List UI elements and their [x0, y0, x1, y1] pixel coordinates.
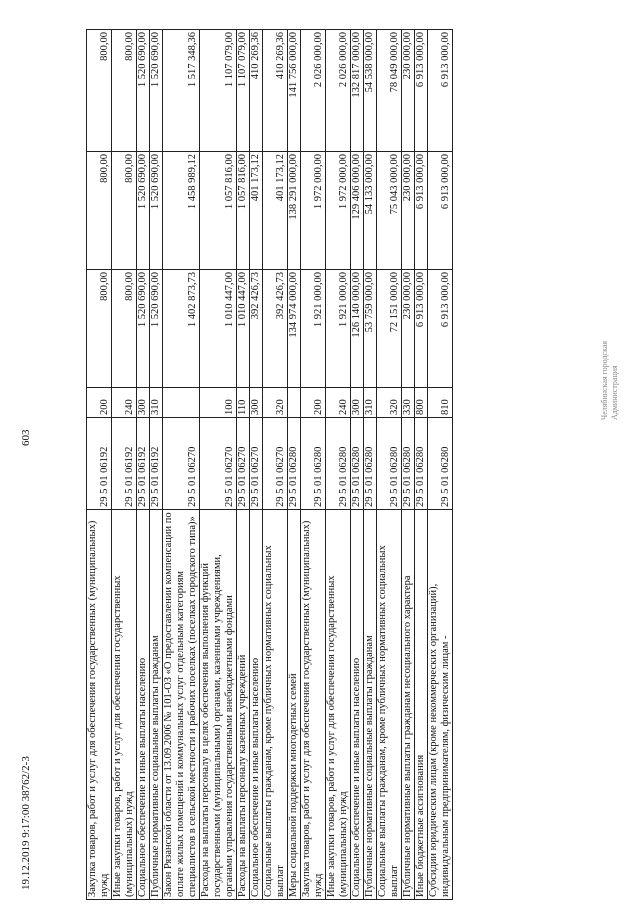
stamp-line: Челябинская городская	[600, 340, 609, 420]
cell-vr: 310	[150, 388, 163, 418]
cell-value-1: 6 913 000,00	[428, 270, 453, 388]
table-row	[428, 30, 453, 900]
cell-value-3: 410 269,36	[250, 30, 263, 152]
cell-vr: 310	[364, 388, 377, 418]
cell-value-2: 54 133 000,00	[364, 152, 377, 270]
cell-name: Расходы на выплаты персоналу в целях обеспечения выполнения функций государственными (муниципальными) органами, казенными учреждениями, органами управления государственными внебюджетными фондами	[200, 510, 237, 900]
cell-value-3: 141 756 000,00	[288, 30, 301, 152]
table-row	[263, 30, 288, 900]
cell-code: 29 5 01 06280	[288, 418, 301, 510]
cell-value-3: 410 269,36	[263, 30, 288, 152]
cell-value-2: 6 913 000,00	[428, 152, 453, 270]
cell-code: 29 5 01 06192	[150, 418, 163, 510]
cell-value-2: 129 406 000,00	[351, 152, 364, 270]
cell-code: 29 5 01 06280	[428, 418, 453, 510]
cell-vr: 300	[351, 388, 364, 418]
table-row	[200, 30, 237, 900]
cell-value-2: 1 972 000,00	[326, 152, 351, 270]
cell-value-1: 1 010 447,00	[200, 270, 237, 388]
cell-vr: 100	[200, 388, 237, 418]
cell-value-2: 401 173,12	[263, 152, 288, 270]
cell-code: 29 5 01 06280	[326, 418, 351, 510]
cell-code: 29 5 01 06280	[364, 418, 377, 510]
table-row	[364, 30, 377, 900]
cell-name: Закон Рязанской области от 13.09.2006 № 101-ОЗ «О предоставлении компенсации по оплате жилых помещений и коммунальных услуг отдельным категориям специалистов в сельской местности и рабочих поселках (поселках городского типа)»	[163, 510, 200, 900]
cell-value-2: 1 458 989,12	[163, 152, 200, 270]
cell-vr: 810	[428, 388, 453, 418]
cell-value-1: 1 402 873,73	[163, 270, 200, 388]
cell-value-3: 230 000,00	[402, 30, 415, 152]
budget-table-rotated	[86, 30, 606, 900]
cell-name: Закупка товаров, работ и услуг для обеспечения государственных (муниципальных) нужд	[301, 510, 326, 900]
cell-code: 29 5 01 06280	[402, 418, 415, 510]
table-body	[87, 30, 453, 900]
cell-value-2: 1 057 816,00	[237, 152, 250, 270]
cell-code: 29 5 01 06270	[200, 418, 237, 510]
cell-name: Социальное обеспечение и иные выплаты населению	[137, 510, 150, 900]
table-row	[402, 30, 415, 900]
cell-value-1: 53 759 000,00	[364, 270, 377, 388]
cell-name: Субсидии юридическим лицам (кроме некоммерческих организаций), индивидуальным предпринимателям, физическим лицам -	[428, 510, 453, 900]
cell-name: Расходы на выплаты персоналу казенных учреждений	[237, 510, 250, 900]
cell-name: Иные закупки товаров, работ и услуг для обеспечения государственных (муниципальных) нужд	[326, 510, 351, 900]
cell-code: 29 5 01 06192	[87, 418, 112, 510]
cell-value-1: 230 000,00	[402, 270, 415, 388]
cell-name: Публичные нормативные социальные выплаты гражданам	[364, 510, 377, 900]
cell-name: Меры социальной поддержки многодетных семей	[288, 510, 301, 900]
cell-value-1: 392 426,73	[263, 270, 288, 388]
cell-vr: 240	[326, 388, 351, 418]
footer: 19.12.2019 9:17:00 38762/2-3	[20, 756, 32, 890]
cell-vr: 320	[377, 388, 402, 418]
cell-name: Публичные нормативные социальные выплаты гражданам	[150, 510, 163, 900]
cell-value-1: 1 010 447,00	[237, 270, 250, 388]
cell-value-2: 401 173,12	[250, 152, 263, 270]
cell-value-3: 800,00	[87, 30, 112, 152]
table-row	[377, 30, 402, 900]
cell-value-3: 1 520 690,00	[150, 30, 163, 152]
cell-value-3: 2 026 000,00	[301, 30, 326, 152]
cell-value-1: 72 151 000,00	[377, 270, 402, 388]
cell-value-2: 1 057 816,00	[200, 152, 237, 270]
cell-value-2: 1 520 690,00	[150, 152, 163, 270]
table-row	[288, 30, 301, 900]
cell-value-2: 1 520 690,00	[137, 152, 150, 270]
cell-value-3: 6 913 000,00	[428, 30, 453, 152]
cell-value-3: 1 517 348,36	[163, 30, 200, 152]
cell-code: 29 5 01 06270	[250, 418, 263, 510]
page-number: 603	[20, 429, 32, 446]
cell-value-3: 132 817 000,00	[351, 30, 364, 152]
cell-vr: 800	[415, 388, 428, 418]
cell-vr: 240	[112, 388, 137, 418]
cell-name: Социальные выплаты гражданам, кроме публичных нормативных социальных выплат	[377, 510, 402, 900]
cell-value-1: 1 520 690,00	[137, 270, 150, 388]
cell-value-3: 54 538 000,00	[364, 30, 377, 152]
table-row	[250, 30, 263, 900]
cell-code: 29 5 01 06270	[237, 418, 250, 510]
cell-vr	[288, 388, 301, 418]
cell-value-1: 1 921 000,00	[326, 270, 351, 388]
cell-value-2: 230 000,00	[402, 152, 415, 270]
cell-code: 29 5 01 06280	[377, 418, 402, 510]
cell-vr: 200	[301, 388, 326, 418]
cell-code: 29 5 01 06270	[163, 418, 200, 510]
cell-vr: 110	[237, 388, 250, 418]
table-row	[150, 30, 163, 900]
cell-value-2: 138 291 000,00	[288, 152, 301, 270]
cell-name: Иные бюджетные ассигнования	[415, 510, 428, 900]
cell-value-2: 800,00	[112, 152, 137, 270]
cell-vr: 300	[250, 388, 263, 418]
cell-value-3: 800,00	[112, 30, 137, 152]
cell-value-3: 6 913 000,00	[415, 30, 428, 152]
cell-code: 29 5 01 06192	[137, 418, 150, 510]
cell-vr: 200	[87, 388, 112, 418]
cell-name: Закупка товаров, работ и услуг для обеспечения государственных (муниципальных) нужд	[87, 510, 112, 900]
table-row	[163, 30, 200, 900]
table-row	[87, 30, 112, 900]
cell-value-2: 6 913 000,00	[415, 152, 428, 270]
budget-table	[86, 29, 453, 900]
cell-value-1: 6 913 000,00	[415, 270, 428, 388]
cell-value-3: 1 107 079,00	[237, 30, 250, 152]
cell-name: Социальное обеспечение и иные выплаты населению	[250, 510, 263, 900]
table-row	[237, 30, 250, 900]
cell-code: 29 5 01 06270	[263, 418, 288, 510]
cell-value-1: 800,00	[87, 270, 112, 388]
cell-code: 29 5 01 06192	[112, 418, 137, 510]
cell-value-1: 800,00	[112, 270, 137, 388]
table-row	[415, 30, 428, 900]
cell-value-2: 1 972 000,00	[301, 152, 326, 270]
table-row	[137, 30, 150, 900]
cell-value-1: 1 921 000,00	[301, 270, 326, 388]
cell-name: Социальные выплаты гражданам, кроме публичных нормативных социальных выплат	[263, 510, 288, 900]
table-row	[112, 30, 137, 900]
cell-vr: 320	[263, 388, 288, 418]
cell-vr: 300	[137, 388, 150, 418]
cell-value-3: 1 107 079,00	[200, 30, 237, 152]
cell-name: Социальное обеспечение и иные выплаты населению	[351, 510, 364, 900]
cell-value-1: 126 140 000,00	[351, 270, 364, 388]
cell-value-2: 800,00	[87, 152, 112, 270]
cell-value-3: 1 520 690,00	[137, 30, 150, 152]
stamp-line: Администрация	[610, 365, 619, 420]
cell-vr: 330	[402, 388, 415, 418]
cell-code: 29 5 01 06280	[351, 418, 364, 510]
cell-code: 29 5 01 06280	[415, 418, 428, 510]
cell-value-1: 392 426,73	[250, 270, 263, 388]
cell-value-3: 78 049 000,00	[377, 30, 402, 152]
cell-vr	[163, 388, 200, 418]
cell-value-2: 75 043 000,00	[377, 152, 402, 270]
cell-name: Публичные нормативные выплаты гражданам несоциального характера	[402, 510, 415, 900]
table-row	[351, 30, 364, 900]
cell-value-1: 1 520 690,00	[150, 270, 163, 388]
cell-code: 29 5 01 06280	[301, 418, 326, 510]
table-row	[326, 30, 351, 900]
cell-name: Иные закупки товаров, работ и услуг для обеспечения государственных (муниципальных) нужд	[112, 510, 137, 900]
cell-value-3: 2 026 000,00	[326, 30, 351, 152]
table-row	[301, 30, 326, 900]
cell-value-1: 134 974 000,00	[288, 270, 301, 388]
